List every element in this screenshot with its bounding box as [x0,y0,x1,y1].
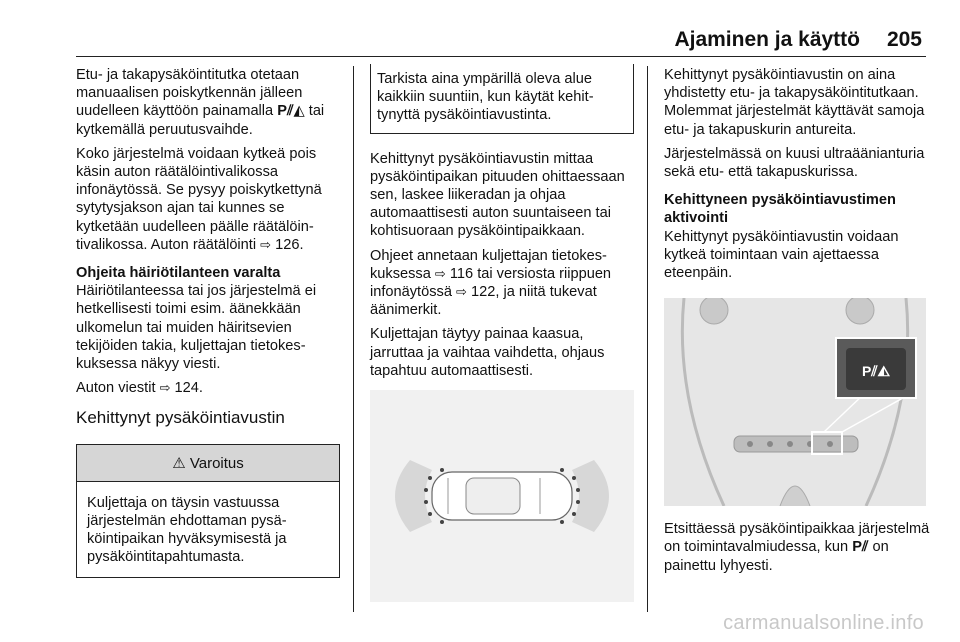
column-3 [664,66,930,581]
paragraph [664,520,930,575]
paragraph-text: tai kytkemällä peruutusvaihde. [76,103,325,138]
page-ref: 122 [470,284,496,301]
paragraph-text: Etsittäessä pysäköintipaikkaa järjestelmä on toimintavalmiudessa, kun [664,521,930,556]
warning-title: Varoitus [189,454,244,472]
section-heading: Kehittynyt pysäköintiavustin [76,408,285,428]
paragraph-text: Auton viestit [76,380,156,397]
page-ref-arrow-icon: ⇨ [456,284,467,300]
column-divider-2 [647,66,648,612]
page-ref-arrow-icon: ⇨ [434,265,446,281]
note-box: Tarkista aina ympärillä oleva alue kaikkiin suuntiin, kun käytät kehittynyttä pysäköintiavustinta. [370,64,634,134]
column-2 [370,66,634,602]
car-sensor-illustration [370,390,634,602]
page-number: 205 [886,28,922,51]
console-parking-button-label: P⫽◭ [861,363,891,380]
header-rule [76,56,926,57]
warning-header [77,444,339,482]
parking-button-icon: P⫽ [852,539,869,556]
paragraph [370,247,634,320]
paragraph-text: , ja niitä tukevat äänimerkit. [370,284,597,319]
page-ref-arrow-icon: ⇨ [159,380,171,396]
paragraph-text: Etu- ja takapysäköintitutka otetaan manuaalisen poiskytkennän jälleen uudelleen käyttöön painamalla [76,67,303,120]
paragraph [76,379,340,397]
paragraph: Kehittynyt pysäköintiavustin on aina yhdistetty etu- ja takapysäköintitutkaan. Molemmat järjestelmät käyttävät samoja etu- ja takapuskurin antureita. [664,67,925,138]
paragraph [76,66,340,139]
column-divider-1 [353,66,354,612]
console-illustration [664,298,926,506]
center-console-photo [664,298,926,506]
paragraph [76,145,340,254]
page-ref: 126. [275,236,304,253]
paragraph-text: on painettu lyhyesti. [664,539,889,574]
parking-button-icon: P⫽◭ [277,103,305,120]
paragraph: Kehittynyt pysäköintiavustin voidaan kytkeä toimintaan vain ajettaessa eteenpäin. [664,228,899,282]
page-ref: 124. [174,380,203,397]
car-sensor-diagram [370,390,634,602]
paragraph: Järjestelmässä on kuusi ultraäänianturia sekä etu- että takapuskurissa. [664,145,925,181]
paragraph: Kehittynyt pysäköintiavustin mittaa pysäköintipaikan pituuden ohittaessaan sen, laskee liikeradan ja ohjaa automaattisesti auton suuntaiseen tai kohtisuoraan pysäköintipaikkaan. [370,150,625,240]
paragraph-text: Koko järjestelmä voidaan kytkeä pois käsin auton räätälöintivalikossa infonäytössä. Se pysyy poiskytkettynä sytytysjakson ajan tai kunnes se kytketään uudelleen päälle räätälöintivalikossa. Auton räätälöinti [76,145,322,253]
subheading: Ohjeita häiriötilanteen varalta [76,265,281,282]
subheading: Kehittyneen pysäköintiavustimen aktivointi [664,192,896,227]
page-ref: 116 [449,265,474,282]
warning-body: Kuljettaja on täysin vastuussa järjestelmän ehdottaman pysäköintipaikan hyväksymisestä ja pysäköintitapahtumasta. [87,494,287,566]
paragraph-text: Ohjeet annetaan kuljettajan tietokeskuksessa [370,247,607,282]
warning-triangle-icon: ⚠ [172,454,186,472]
paragraph: Häiriötilanteessa tai jos järjestelmä ei hetkellisesti toimi esim. äänekkään ulkomelun tai muiden häiritsevien tekijöiden takia, kuljettajan tietokeskuksessa näkyy viesti. [76,283,317,373]
column-1 [76,66,340,578]
paragraph: Kuljettajan täytyy painaa kaasua, jarruttaa ja vaihtaa vaihdetta, ohjaus tapahtuu automaattisesti. [370,326,605,379]
warning-box [76,444,340,578]
paragraph-text: tai versiosta riippuen infonäytössä [370,265,612,301]
watermark: carmanualsonline.info [723,612,924,634]
page-ref-arrow-icon: ⇨ [260,236,272,252]
header-title: Ajaminen ja käyttö [674,28,860,51]
